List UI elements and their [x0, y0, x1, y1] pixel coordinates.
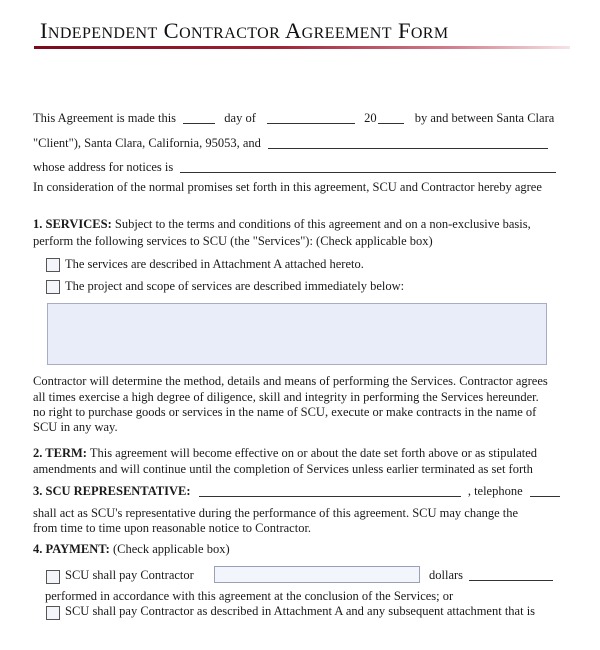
contractor-name-blank[interactable] [268, 136, 548, 149]
year-blank[interactable] [378, 111, 404, 124]
services-heading: 1. SERVICES: [33, 217, 112, 231]
services-option-2-checkbox[interactable] [46, 280, 60, 294]
term-line-1 [33, 445, 537, 461]
day-blank[interactable] [183, 111, 215, 124]
intro-text-address: whose address for notices is [33, 160, 174, 174]
term-text-1: This agreement will become effective on or about the date set forth above or as stipulated [86, 446, 538, 460]
intro-text-between: by and between Santa Clara [414, 111, 555, 125]
intro-line-4: In consideration of the normal promises set forth in this agreement, SCU and Contractor hereby agree [33, 180, 542, 194]
services-paragraph-1: Contractor will determine the method, details and means of performing the Services. Contractor agrees [33, 374, 548, 388]
title-underline [34, 46, 570, 49]
intro-text-year-prefix: 20 [364, 111, 377, 125]
month-blank[interactable] [267, 111, 355, 124]
payment-amount-field[interactable] [214, 566, 420, 583]
services-text-1: Subject to the terms and conditions of this agreement and on a non-exclusive basis, [111, 217, 531, 231]
representative-line-2: shall act as SCU's representative during the performance of this agreement. SCU may change the [33, 506, 519, 520]
intro-text-client: "Client"), Santa Clara, California, 95053, and [33, 136, 261, 150]
intro-line-3 [33, 159, 556, 175]
payment-option-1-checkbox[interactable] [46, 570, 60, 584]
term-heading: 2. TERM: [33, 446, 87, 460]
payment-option-2-label: SCU shall pay Contractor as described in Attachment A and any subsequent attachment that is [65, 604, 536, 618]
payment-option-2-checkbox[interactable] [46, 606, 60, 620]
payment-option-1-label: SCU shall pay Contractor [65, 568, 194, 582]
representative-heading: 3. SCU REPRESENTATIVE: [33, 484, 191, 498]
payment-line-1 [33, 541, 230, 557]
representative-telephone-blank[interactable] [530, 484, 560, 497]
representative-telephone-label: , telephone [467, 484, 523, 498]
term-line-2: amendments and will continue until the completion of Services unless earlier terminated as set forth [33, 462, 533, 476]
payment-note: (Check applicable box) [109, 542, 230, 556]
payment-dollars-blank[interactable] [469, 568, 553, 581]
payment-dollars-label: dollars [429, 568, 464, 582]
services-paragraph-3: no right to purchase goods or services in the name of SCU, execute or make contracts in the name of [33, 405, 537, 419]
services-line-2: perform the following services to SCU (the "Services"): (Check applicable box) [33, 234, 433, 248]
page-title: Independent Contractor Agreement Form [40, 18, 449, 43]
representative-line-3: from time to time upon reasonable notice to Contractor. [33, 521, 312, 535]
services-paragraph-4: SCU in any way. [33, 420, 118, 434]
intro-text-agreement-made: This Agreement is made this [33, 111, 177, 125]
payment-line-2: performed in accordance with this agreement at the conclusion of the Services; or [45, 589, 454, 603]
services-option-1-checkbox[interactable] [46, 258, 60, 272]
services-option-1-label: The services are described in Attachment A attached hereto. [65, 257, 364, 271]
services-paragraph-2: all times exercise a high degree of diligence, skill and integrity in performing the Services hereunder. [33, 390, 539, 404]
intro-text-day-of: day of [224, 111, 256, 125]
services-line-1 [33, 216, 531, 232]
services-option-2-label: The project and scope of services are described immediately below: [65, 279, 405, 293]
address-blank[interactable] [180, 160, 556, 173]
representative-line-1 [33, 483, 560, 499]
intro-line-2 [33, 135, 548, 151]
intro-line-1 [33, 110, 554, 126]
representative-name-blank[interactable] [199, 484, 461, 497]
scope-of-services-textarea[interactable] [47, 303, 547, 365]
payment-heading: 4. PAYMENT: [33, 542, 110, 556]
